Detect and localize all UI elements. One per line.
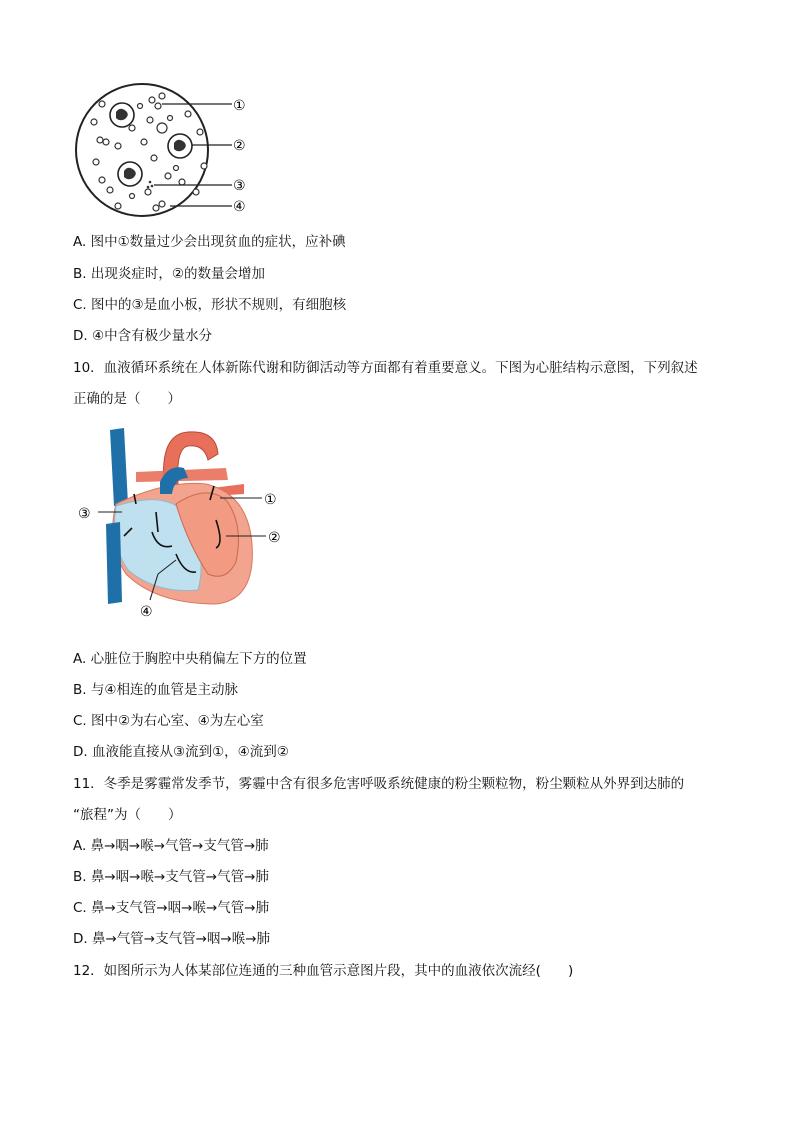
q10-option-d: D. 血液能直接从③流到①，④流到② [73,744,289,760]
heart-label-1: ① [264,492,277,508]
q9-option-c: C. 图中的③是血小板，形状不规则，有细胞核 [73,297,347,313]
q11-option-b: B. 鼻→咽→喉→支气管→气管→肺 [73,869,269,885]
q10-stem-line2: 正确的是（ ） [73,391,181,407]
q9-option-b: B. 出现炎症时，②的数量会增加 [73,266,265,282]
q11-option-a: A. 鼻→咽→喉→气管→支气管→肺 [73,838,269,854]
q11-option-c: C. 鼻→支气管→咽→喉→气管→肺 [73,900,270,916]
blood-label-4: ④ [233,199,246,215]
blood-smear-figure [72,82,262,222]
q11-option-d: D. 鼻→气管→支气管→咽→喉→肺 [73,931,271,947]
q10-option-b: B. 与④相连的血管是主动脉 [73,682,238,698]
blood-label-1: ① [233,98,246,114]
q11-stem-line1: 11．冬季是雾霾常发季节，雾霾中含有很多危害呼吸系统健康的粉尘颗粒物，粉尘颗粒从外界到达肺的 [73,776,685,792]
q9-option-d: D. ④中含有极少量水分 [73,328,213,344]
heart-label-2: ② [268,530,281,546]
blood-label-2: ② [233,138,246,154]
q10-stem-line1: 10．血液循环系统在人体新陈代谢和防御活动等方面都有着重要意义。下图为心脏结构示意图，下列叙述 [73,360,698,376]
q12-stem: 12．如图所示为人体某部位连通的三种血管示意图片段，其中的血液依次流经( ) [73,963,574,979]
heart-label-4: ④ [140,604,153,620]
q10-option-a: A. 心脏位于胸腔中央稍偏左下方的位置 [73,651,307,667]
heart-label-3: ③ [78,506,91,522]
q11-stem-line2: “旅程”为（ ） [73,807,182,823]
q9-option-a: A. 图中①数量过少会出现贫血的症状，应补碘 [73,234,346,250]
q10-option-c: C. 图中②为右心室、④为左心室 [73,713,264,729]
blood-label-3: ③ [233,178,246,194]
heart-diagram [76,424,286,620]
